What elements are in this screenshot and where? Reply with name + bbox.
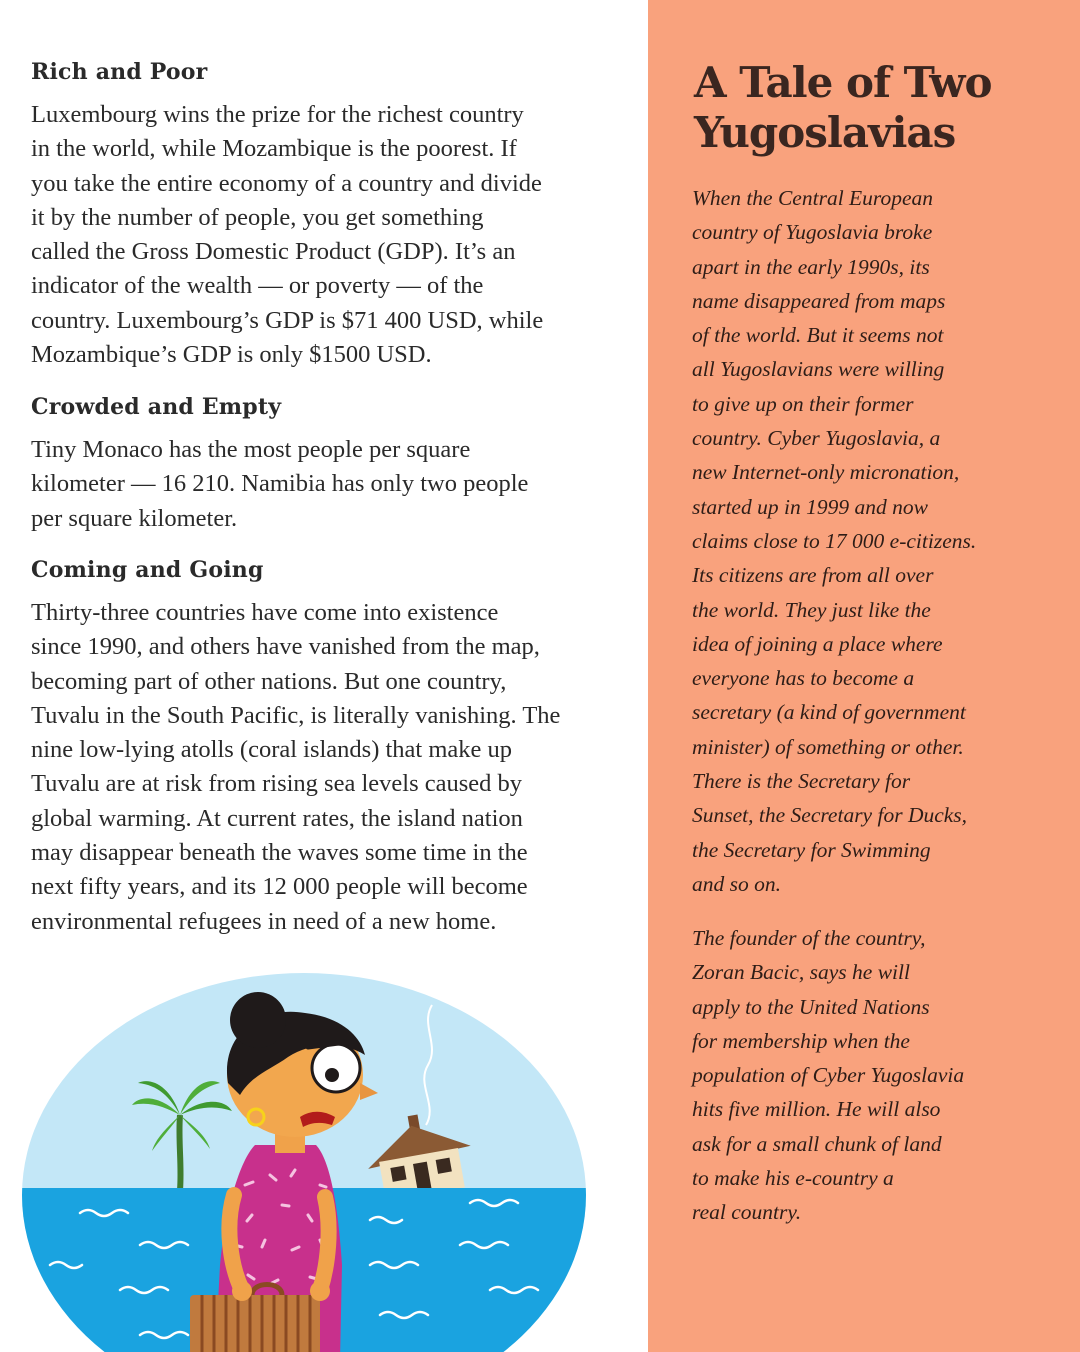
text-line: secretary (a kind of government: [692, 700, 966, 725]
text-line: global warming. At current rates, the island nation: [31, 804, 523, 832]
text-line: the Secretary for Swimming: [692, 837, 931, 862]
text-line: new Internet-only micronation,: [692, 460, 960, 485]
text-line: country. Luxembourg’s GDP is $71 400 USD, while: [31, 306, 544, 334]
text-line: indicator of the wealth — or poverty — of the: [31, 272, 484, 300]
title-line: Yugoslavias: [694, 108, 956, 157]
text-line: nine low-lying atolls (coral islands) that make up: [31, 736, 513, 764]
text-line: ask for a small chunk of land: [692, 1131, 942, 1156]
text-line: of the world. But it seems not: [692, 323, 944, 348]
text-line: Tuvalu are at risk from rising sea levels caused by: [31, 770, 523, 798]
text-line: kilometer — 16 210. Namibia has only two people: [31, 470, 529, 498]
text-line: the world. They just like the: [692, 597, 931, 622]
text-line: idea of joining a place where: [692, 631, 943, 656]
text-line: name disappeared from maps: [692, 288, 946, 313]
text-line: population of Cyber Yugoslavia: [692, 1063, 965, 1088]
text-line: in the world, while Mozambique is the poorest. If: [31, 135, 517, 163]
heading-coming-and-going: Coming and Going: [31, 557, 264, 583]
text-line: next fifty years, and its 12 000 people will become: [31, 873, 528, 901]
text-line: claims close to 17 000 e-citizens.: [692, 528, 977, 553]
text-line: The founder of the country,: [692, 926, 926, 950]
paragraph-crowded-and-empty: [31, 433, 611, 536]
hair-bun: [230, 992, 286, 1048]
text-line: minister) of something or other.: [692, 734, 964, 759]
flood-illustration: [20, 965, 590, 1352]
paragraph-rich-and-poor: [31, 98, 611, 372]
heading-crowded-and-empty: Crowded and Empty: [31, 394, 282, 420]
text-line: Its citizens are from all over: [692, 563, 934, 588]
text-line: country. Cyber Yugoslavia, a: [692, 426, 941, 451]
sidebar-paragraph-2: [692, 921, 1062, 1230]
text-line: Luxembourg wins the prize for the richest country: [31, 101, 524, 128]
eye-icon: [312, 1044, 360, 1092]
text-line: apart in the early 1990s, its: [692, 254, 930, 279]
text-line: When the Central European: [692, 186, 934, 210]
text-line: becoming part of other nations. But one country,: [31, 667, 507, 695]
text-line: since 1990, and others have vanished from the map,: [31, 633, 540, 661]
sidebar-paragraph-1: [692, 181, 1062, 901]
text-line: Thirty-three countries have come into existence: [31, 599, 499, 626]
paragraph-coming-and-going: [31, 596, 611, 939]
text-line: real country.: [692, 1200, 802, 1225]
text-line: environmental refugees in need of a new home.: [31, 907, 497, 935]
text-line: country of Yugoslavia broke: [692, 220, 933, 245]
text-line: Mozambique’s GDP is only $1500 USD.: [31, 341, 432, 369]
text-line: you take the entire economy of a country and divide: [31, 169, 542, 197]
heading-rich-and-poor: Rich and Poor: [31, 59, 208, 85]
text-line: Tuvalu in the South Pacific, is literally vanishing. The: [31, 701, 561, 729]
text-line: for membership when the: [692, 1028, 910, 1053]
text-line: called the Gross Domestic Product (GDP). It’s an: [31, 238, 516, 266]
text-line: it by the number of people, you get something: [31, 203, 484, 231]
text-line: to make his e-country a: [692, 1166, 894, 1191]
text-line: Sunset, the Secretary for Ducks,: [692, 803, 968, 828]
text-line: all Yugoslavians were willing: [692, 357, 945, 382]
text-line: Tiny Monaco has the most people per square: [31, 436, 471, 463]
text-line: may disappear beneath the waves some time in the: [31, 839, 528, 867]
title-line: A Tale of Two: [694, 58, 992, 107]
text-line: to give up on their former: [692, 391, 914, 416]
text-line: hits five million. He will also: [692, 1097, 941, 1122]
text-line: per square kilometer.: [31, 504, 238, 532]
text-line: everyone has to become a: [692, 666, 915, 691]
text-line: Zoran Bacic, says he will: [692, 960, 910, 985]
text-line: There is the Secretary for: [692, 769, 911, 794]
text-line: started up in 1999 and now: [692, 494, 928, 519]
sidebar-title: [694, 58, 991, 158]
text-line: and so on.: [692, 871, 781, 896]
text-line: apply to the United Nations: [692, 994, 930, 1019]
